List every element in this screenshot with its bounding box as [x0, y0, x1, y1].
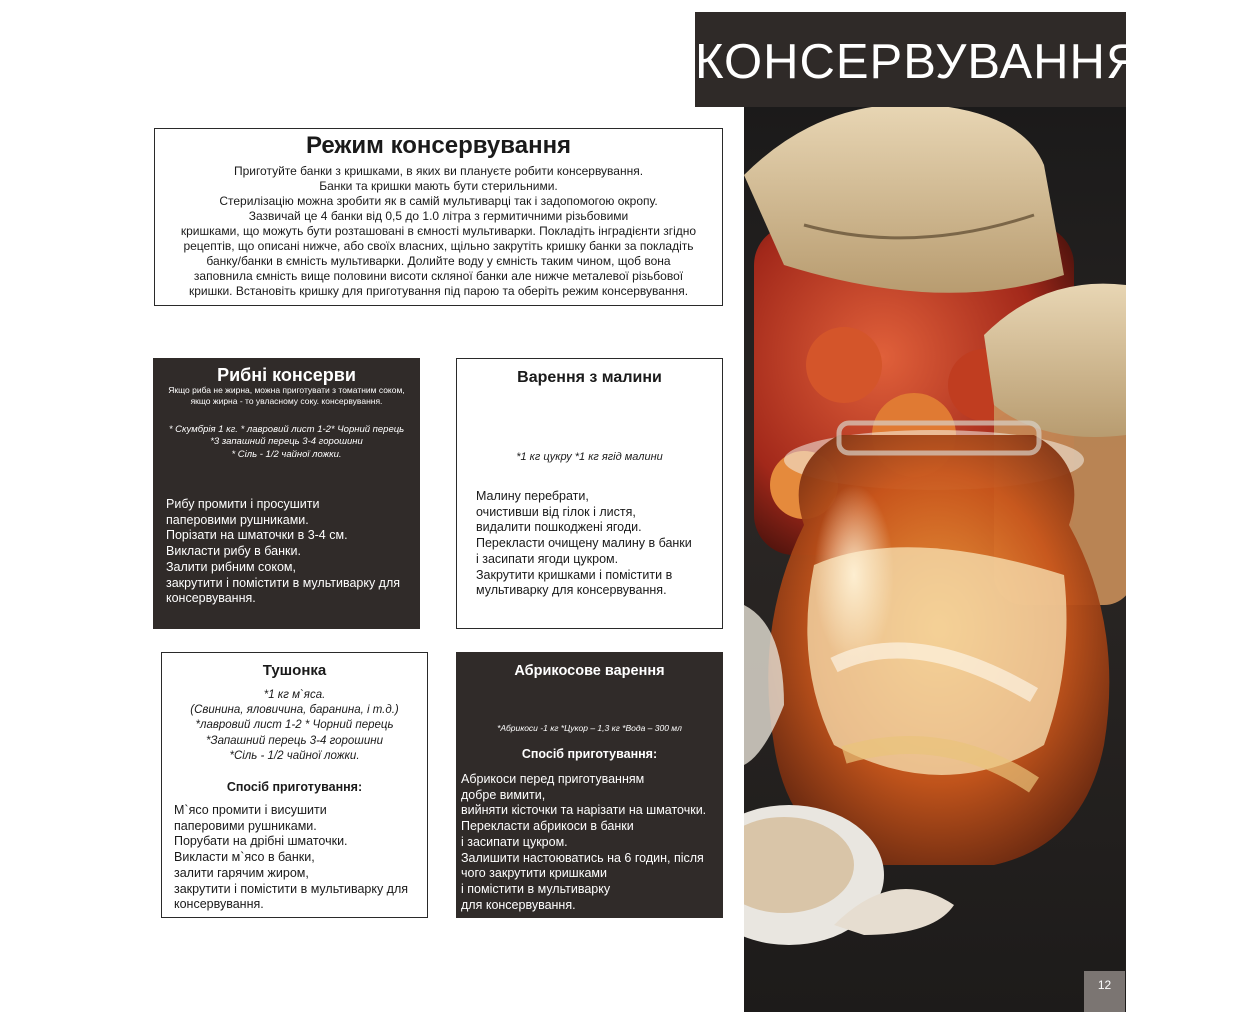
jars-photo [744, 105, 1126, 1012]
jars-illustration [744, 105, 1126, 1012]
recipe-fish-steps: Рибу промити і просушити паперовими рушниками. Порізати на шматочки в 3-4 см. Викласти рибу в банки. Залити рибним соком, закрутити і помістити в мультиварку для консервування. [166, 497, 401, 606]
recipe-apricot-ingredients: *Абрикоси -1 кг *Цукор – 1,3 кг *Вода – 300 мл [497, 723, 682, 733]
recipe-apricot-steps: Абрикоси перед приготуванням добре вимити, вийняти кісточки та нарізати на шматочки. Перекласти абрикоси в банки і засипати цукром. Залишити настоюватись на 6 годин, після чого закрутити кришками і помістити в мультиварку для консервування. [461, 772, 707, 912]
recipe-fish-note: Якщо риба не жирна, можна приготувати з томатним соком, якщо жирна - то увласному соку. консервування. [168, 385, 405, 406]
recipe-raspberry-steps: Малину перебрати, очистивши від гілок і листя, видалити пошкоджені ягоди. Перекласти очищену малину в банки і засипати ягоди цукром. Закрутити кришками і помістити в мультиварку для консервування. [476, 489, 692, 598]
recipe-stew-method-label: Спосіб приготування: [226, 780, 363, 794]
recipe-raspberry-ingredients: *1 кг цукру *1 кг ягід малини [516, 451, 663, 463]
recipe-apricot [456, 652, 723, 918]
recipe-fish-ingredients: * Скумбрія 1 кг. * лавровий лист 1-2* Чорний перець *3 запашний перець 3-4 горошини * Сіль - 1/2 чайної ложки. [168, 424, 405, 460]
recipe-stew-ingredients: *1 кг м`яса. (Свинина, яловичина, баранина, і т.д.) *лавровий лист 1-2 * Чорний перець *Запашний перець 3-4 горошини *Сіль - 1/2 чайної ложки. [190, 689, 399, 762]
section-title: КОНСЕРВУВАННЯ [695, 35, 1143, 89]
recipe-fish [153, 358, 420, 629]
recipe-stew-steps: М`ясо промити і висушити паперовими рушниками. Порубати на дрібні шматочки. Викласти м`ясо в банки, залити гарячим жиром, закрутити і помістити в мультиварку для консервування. [174, 803, 409, 912]
section-title-bar [695, 12, 1143, 107]
canning-mode-title: Режим консервування [305, 132, 572, 159]
recipe-stew [161, 652, 428, 918]
recipe-raspberry [456, 358, 723, 629]
recipe-raspberry-title: Варення з малини [517, 369, 662, 386]
canning-mode-text: Приготуйте банки з кришками, в яких ви плануєте робити консервування. Банки та кришки мають бути стерильними. Стерилізацію можна зробити як в самій мультиварці так і задопомогою окропу. Зазвичай це 4 банки від 0,5 до 1.0 літра з гермитичними різьбовими кришками, що можуть бути розташовані в ємності мультиварки. Покладіть інградієнти згідно рецептів, що описані нижче, або своїх власних, щільно закрутіть кришку банки за покладіть банку/банки в ємність мультиварки. Долийте воду у ємність таким чином, щоб вона заповнила ємність вище половини висоти скляної банки але нижче металевої різьбової кришки. Встановіть кришку для приготування під парою та оберіть режим консервування. [180, 164, 697, 298]
recipe-apricot-method-label: Спосіб приготування: [521, 747, 658, 761]
recipe-fish-title: Рибні консерви [217, 365, 356, 385]
recipe-apricot-title: Абрикосове варення [514, 663, 665, 679]
canning-mode-box [154, 128, 723, 306]
recipe-stew-title: Тушонка [262, 662, 327, 679]
page-number: 12 [1084, 971, 1125, 1012]
